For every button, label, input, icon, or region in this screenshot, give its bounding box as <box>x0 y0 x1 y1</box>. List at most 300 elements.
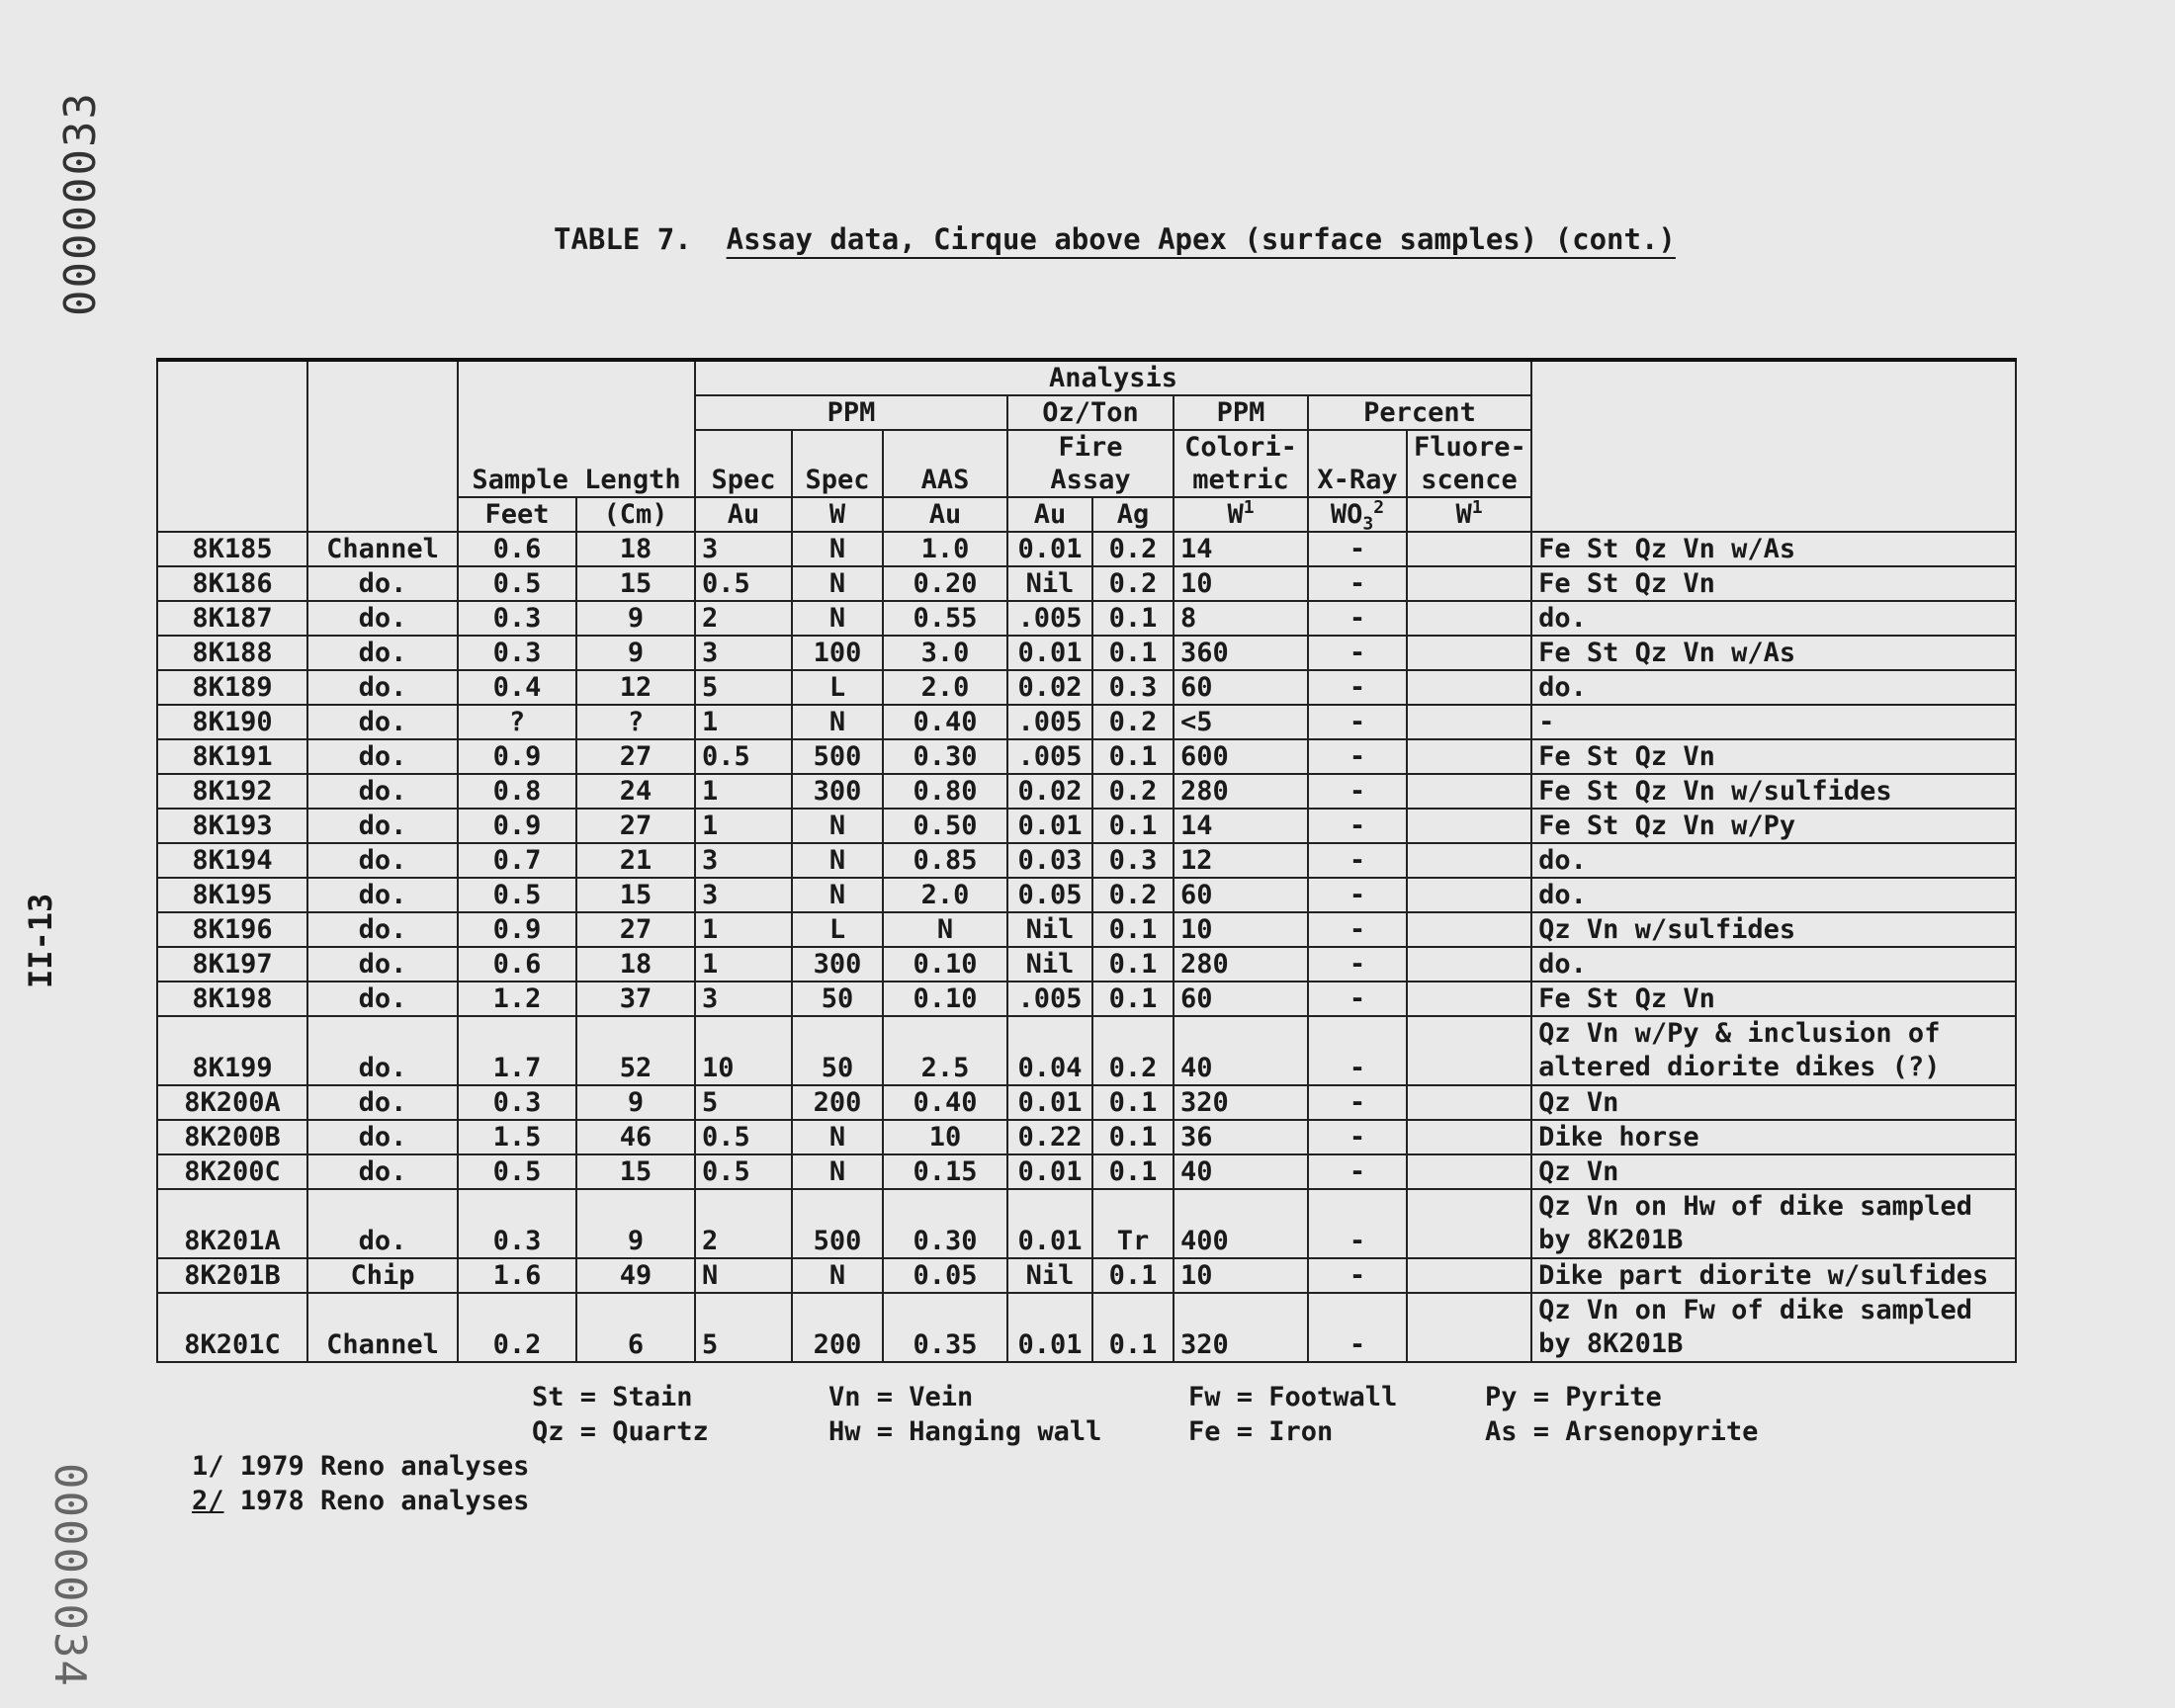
feet-cell: 0.5 <box>458 1154 576 1189</box>
legend-item: Qz = Quartz <box>532 1416 709 1447</box>
header-spacer-description <box>1531 360 2016 532</box>
header-feet: Feet <box>458 497 576 532</box>
cm-cell: 21 <box>576 843 695 878</box>
fluorescence-w-cell <box>1407 878 1531 912</box>
cm-cell: 9 <box>576 1085 695 1120</box>
colorimetric-w-cell: 40 <box>1174 1016 1308 1085</box>
aas-au-cell: 0.55 <box>883 601 1007 636</box>
sample-cell: 8K199 <box>157 1016 307 1085</box>
colorimetric-w-cell: 400 <box>1174 1189 1308 1258</box>
legend-item: Hw = Hanging wall <box>828 1416 1102 1447</box>
description-cell: Fe St Qz Vn <box>1531 566 2016 601</box>
legend-item: As = Arsenopyrite <box>1485 1416 1759 1447</box>
footnote-marker-1b: 1 <box>1471 497 1483 518</box>
colorimetric-w-cell: 320 <box>1174 1293 1308 1362</box>
table-row <box>157 774 2016 809</box>
fluorescence-w-cell <box>1407 1189 1531 1258</box>
xray-wo3-cell: - <box>1308 1085 1407 1120</box>
legend-item: Fe = Iron <box>1188 1416 1334 1447</box>
header-analysis: Analysis <box>695 360 1531 395</box>
sample-cell: 8K187 <box>157 601 307 636</box>
xray-wo3-cell: - <box>1308 739 1407 774</box>
fluorescence-w-cell <box>1407 1258 1531 1293</box>
table-row <box>157 912 2016 947</box>
fire-assay-ag-cell: 0.1 <box>1092 1120 1174 1154</box>
spec-w-cell: N <box>792 532 883 566</box>
table-row <box>157 1293 2016 1362</box>
spec-au-cell: 3 <box>695 878 792 912</box>
footnote-marker-2: 2 <box>1373 497 1385 518</box>
spec-au-cell: 5 <box>695 670 792 705</box>
type-cell: do. <box>307 636 458 670</box>
fire-assay-ag-cell: 0.1 <box>1092 912 1174 947</box>
table-row <box>157 601 2016 636</box>
aas-au-cell: 10 <box>883 1120 1007 1154</box>
spec-w-cell: N <box>792 809 883 843</box>
fire-assay-au-cell: 0.01 <box>1007 1189 1092 1258</box>
spec-w-cell: 500 <box>792 1189 883 1258</box>
xray-wo3-cell: - <box>1308 982 1407 1016</box>
fire-assay-au-cell: 0.22 <box>1007 1120 1092 1154</box>
fluorescence-w-cell <box>1407 636 1531 670</box>
fire-assay-au-cell: 0.01 <box>1007 636 1092 670</box>
fire-assay-au-cell: 0.01 <box>1007 1085 1092 1120</box>
spec-w-cell: 50 <box>792 1016 883 1085</box>
spec-w-cell: 500 <box>792 739 883 774</box>
aas-au-cell: N <box>883 912 1007 947</box>
fluorescence-w-cell <box>1407 566 1531 601</box>
cm-cell: 37 <box>576 982 695 1016</box>
description-cell: Qz Vn w/Py & inclusion of altered diorite dikes (?) <box>1531 1016 2016 1085</box>
description-cell: Fe St Qz Vn w/As <box>1531 532 2016 566</box>
spec-au-cell: 3 <box>695 982 792 1016</box>
table-row <box>157 1154 2016 1189</box>
table-row <box>157 878 2016 912</box>
footnotes <box>192 1449 529 1518</box>
header-wo3-element: $WO_3^2$ <box>1308 497 1407 532</box>
fluorescence-w-cell <box>1407 774 1531 809</box>
header-oz-ton: Oz/Ton <box>1007 395 1174 430</box>
description-cell: do. <box>1531 947 2016 982</box>
xray-wo3-cell: - <box>1308 912 1407 947</box>
spec-w-cell: N <box>792 566 883 601</box>
xray-wo3-cell: - <box>1308 601 1407 636</box>
spec-au-cell: 0.5 <box>695 739 792 774</box>
xray-wo3-cell: - <box>1308 1120 1407 1154</box>
type-cell: do. <box>307 566 458 601</box>
feet-cell: 1.2 <box>458 982 576 1016</box>
aas-au-cell: 0.30 <box>883 739 1007 774</box>
fire-assay-ag-cell: 0.2 <box>1092 774 1174 809</box>
header-aas-au-element: Au <box>883 497 1007 532</box>
fire-assay-au-cell: 0.01 <box>1007 809 1092 843</box>
header-spec-w: Spec <box>792 430 883 497</box>
colorimetric-w-cell: 360 <box>1174 636 1308 670</box>
table-label: TABLE 7. <box>554 222 692 256</box>
fire-assay-ag-cell: 0.3 <box>1092 670 1174 705</box>
cm-cell: 15 <box>576 566 695 601</box>
xray-wo3-cell: - <box>1308 947 1407 982</box>
cm-cell: 6 <box>576 1293 695 1362</box>
sample-cell: 8K192 <box>157 774 307 809</box>
feet-cell: 0.5 <box>458 566 576 601</box>
cm-cell: 12 <box>576 670 695 705</box>
spec-w-cell: N <box>792 601 883 636</box>
cm-cell: ? <box>576 705 695 739</box>
table-row <box>157 947 2016 982</box>
type-cell: Channel <box>307 1293 458 1362</box>
cm-cell: 9 <box>576 601 695 636</box>
spec-au-cell: 0.5 <box>695 1120 792 1154</box>
aas-au-cell: 0.35 <box>883 1293 1007 1362</box>
type-cell: do. <box>307 1016 458 1085</box>
description-cell: Fe St Qz Vn w/sulfides <box>1531 774 2016 809</box>
fire-assay-ag-cell: 0.1 <box>1092 809 1174 843</box>
spec-w-cell: N <box>792 843 883 878</box>
fire-assay-ag-cell: 0.1 <box>1092 739 1174 774</box>
sample-cell: 8K201C <box>157 1293 307 1362</box>
header-cm: (Cm) <box>576 497 695 532</box>
spec-w-cell: 200 <box>792 1293 883 1362</box>
spec-w-cell: N <box>792 705 883 739</box>
header-fluorescence: Fluore-scence <box>1407 430 1531 497</box>
colorimetric-w-cell: 14 <box>1174 809 1308 843</box>
fluorescence-w-cell <box>1407 843 1531 878</box>
legend-column-4 <box>1485 1380 1758 1449</box>
spec-w-cell: N <box>792 1120 883 1154</box>
colorimetric-w-cell: <5 <box>1174 705 1308 739</box>
spec-au-cell: 0.5 <box>695 566 792 601</box>
feet-cell: 0.9 <box>458 809 576 843</box>
type-cell: Channel <box>307 532 458 566</box>
cm-cell: 15 <box>576 878 695 912</box>
aas-au-cell: 0.15 <box>883 1154 1007 1189</box>
cm-cell: 27 <box>576 912 695 947</box>
type-cell: do. <box>307 705 458 739</box>
sample-cell: 8K186 <box>157 566 307 601</box>
header-fa-ag-element: Ag <box>1092 497 1174 532</box>
spec-w-cell: L <box>792 670 883 705</box>
description-cell: do. <box>1531 843 2016 878</box>
aas-au-cell: 0.80 <box>883 774 1007 809</box>
description-cell: Qz Vn w/sulfides <box>1531 912 2016 947</box>
header-spacer-type <box>307 360 458 532</box>
sample-cell: 8K195 <box>157 878 307 912</box>
cm-cell: 46 <box>576 1120 695 1154</box>
table-row <box>157 1189 2016 1258</box>
fire-assay-ag-cell: 0.2 <box>1092 878 1174 912</box>
spec-w-cell: 300 <box>792 774 883 809</box>
table-caption: Assay data, Cirque above Apex (surface samples) (cont.) <box>726 222 1676 256</box>
fire-assay-au-cell: 0.01 <box>1007 1293 1092 1362</box>
aas-au-cell: 2.0 <box>883 670 1007 705</box>
cm-cell: 9 <box>576 1189 695 1258</box>
feet-cell: 0.2 <box>458 1293 576 1362</box>
description-cell: Qz Vn <box>1531 1085 2016 1120</box>
spec-au-cell: 1 <box>695 912 792 947</box>
colorimetric-w-cell: 10 <box>1174 566 1308 601</box>
spec-au-cell: 3 <box>695 636 792 670</box>
legend-column-1 <box>532 1380 709 1449</box>
legend-item: Vn = Vein <box>828 1382 974 1412</box>
fire-assay-au-cell: 0.02 <box>1007 670 1092 705</box>
aas-au-cell: 2.5 <box>883 1016 1007 1085</box>
sample-cell: 8K196 <box>157 912 307 947</box>
header-fa-au-element: Au <box>1007 497 1092 532</box>
cm-cell: 27 <box>576 739 695 774</box>
spec-au-cell: 1 <box>695 705 792 739</box>
fire-assay-au-cell: 0.04 <box>1007 1016 1092 1085</box>
sample-cell: 8K188 <box>157 636 307 670</box>
description-cell: Qz Vn on Hw of dike sampled by 8K201B <box>1531 1189 2016 1258</box>
spec-au-cell: 1 <box>695 774 792 809</box>
table-row <box>157 809 2016 843</box>
spec-w-cell: 300 <box>792 947 883 982</box>
spec-au-cell: 2 <box>695 601 792 636</box>
header-colorimetric: Colori-metric <box>1174 430 1308 497</box>
page-label: II-13 <box>22 893 59 988</box>
description-cell: Fe St Qz Vn w/Py <box>1531 809 2016 843</box>
description-cell: Dike part diorite w/sulfides <box>1531 1258 2016 1293</box>
table-row <box>157 1120 2016 1154</box>
table-header <box>157 360 2016 532</box>
feet-cell: 1.7 <box>458 1016 576 1085</box>
description-cell: Qz Vn <box>1531 1154 2016 1189</box>
aas-au-cell: 0.20 <box>883 566 1007 601</box>
table-row <box>157 705 2016 739</box>
fire-assay-ag-cell: 0.1 <box>1092 601 1174 636</box>
fire-assay-ag-cell: 0.2 <box>1092 566 1174 601</box>
fire-assay-ag-cell: 0.1 <box>1092 1293 1174 1362</box>
fluorescence-w-cell <box>1407 670 1531 705</box>
description-cell: do. <box>1531 601 2016 636</box>
fire-assay-ag-cell: 0.1 <box>1092 982 1174 1016</box>
sample-cell: 8K200C <box>157 1154 307 1189</box>
xray-wo3-cell: - <box>1308 774 1407 809</box>
fluorescence-w-cell <box>1407 912 1531 947</box>
type-cell: do. <box>307 809 458 843</box>
fluorescence-w-cell <box>1407 1293 1531 1362</box>
spec-au-cell: 10 <box>695 1016 792 1085</box>
aas-au-cell: 0.10 <box>883 982 1007 1016</box>
type-cell: do. <box>307 982 458 1016</box>
aas-au-cell: 0.40 <box>883 1085 1007 1120</box>
feet-cell: 1.6 <box>458 1258 576 1293</box>
fire-assay-au-cell: Nil <box>1007 566 1092 601</box>
legend-item: Fw = Footwall <box>1188 1382 1398 1412</box>
sample-cell: 8K193 <box>157 809 307 843</box>
cm-cell: 18 <box>576 947 695 982</box>
type-cell: do. <box>307 774 458 809</box>
sample-cell: 8K190 <box>157 705 307 739</box>
spec-au-cell: 3 <box>695 843 792 878</box>
spec-au-cell: 0.5 <box>695 1154 792 1189</box>
feet-cell: 0.3 <box>458 636 576 670</box>
table-row <box>157 982 2016 1016</box>
footnote-marker-1: 1 <box>1243 497 1255 518</box>
description-cell: - <box>1531 705 2016 739</box>
aas-au-cell: 0.85 <box>883 843 1007 878</box>
table-body <box>157 532 2016 1362</box>
header-percent: Percent <box>1308 395 1531 430</box>
spec-au-cell: 1 <box>695 947 792 982</box>
fire-assay-ag-cell: 0.1 <box>1092 1154 1174 1189</box>
type-cell: do. <box>307 878 458 912</box>
fire-assay-au-cell: 0.03 <box>1007 843 1092 878</box>
colorimetric-w-cell: 36 <box>1174 1120 1308 1154</box>
legend-column-3 <box>1188 1380 1397 1449</box>
spec-au-cell: 5 <box>695 1085 792 1120</box>
cm-cell: 24 <box>576 774 695 809</box>
header-color-w-element: $W^1$ <box>1174 497 1308 532</box>
feet-cell: 0.5 <box>458 878 576 912</box>
sample-cell: 8K198 <box>157 982 307 1016</box>
spec-w-cell: L <box>792 912 883 947</box>
fire-assay-au-cell: Nil <box>1007 1258 1092 1293</box>
table-row <box>157 1085 2016 1120</box>
spec-w-cell: 200 <box>792 1085 883 1120</box>
fire-assay-ag-cell: 0.2 <box>1092 705 1174 739</box>
colorimetric-w-cell: 320 <box>1174 1085 1308 1120</box>
xray-wo3-cell: - <box>1308 1189 1407 1258</box>
fluorescence-w-cell <box>1407 532 1531 566</box>
legend-item: St = Stain <box>532 1382 693 1412</box>
fluorescence-w-cell <box>1407 601 1531 636</box>
description-cell: Fe St Qz Vn <box>1531 982 2016 1016</box>
header-sample-length: Sample Length <box>458 360 695 497</box>
aas-au-cell: 0.40 <box>883 705 1007 739</box>
legend-item: Py = Pyrite <box>1485 1382 1662 1412</box>
colorimetric-w-cell: 14 <box>1174 532 1308 566</box>
sample-cell: 8K197 <box>157 947 307 982</box>
xray-wo3-cell: - <box>1308 1258 1407 1293</box>
xray-wo3-cell: - <box>1308 670 1407 705</box>
colorimetric-w-cell: 12 <box>1174 843 1308 878</box>
fluorescence-w-cell <box>1407 1154 1531 1189</box>
fire-assay-au-cell: .005 <box>1007 739 1092 774</box>
fire-assay-ag-cell: 0.1 <box>1092 1085 1174 1120</box>
table-row <box>157 636 2016 670</box>
cm-cell: 9 <box>576 636 695 670</box>
type-cell: do. <box>307 947 458 982</box>
spec-au-cell: 2 <box>695 1189 792 1258</box>
feet-cell: ? <box>458 705 576 739</box>
cm-cell: 18 <box>576 532 695 566</box>
table-row <box>157 739 2016 774</box>
spec-au-cell: 1 <box>695 809 792 843</box>
table-row <box>157 843 2016 878</box>
fluorescence-w-cell <box>1407 947 1531 982</box>
type-cell: do. <box>307 670 458 705</box>
colorimetric-w-cell: 280 <box>1174 947 1308 982</box>
sample-cell: 8K191 <box>157 739 307 774</box>
table-row <box>157 532 2016 566</box>
type-cell: do. <box>307 601 458 636</box>
fire-assay-ag-cell: 0.2 <box>1092 1016 1174 1085</box>
type-cell: do. <box>307 739 458 774</box>
fire-assay-au-cell: 0.05 <box>1007 878 1092 912</box>
fire-assay-au-cell: .005 <box>1007 982 1092 1016</box>
fire-assay-au-cell: 0.01 <box>1007 1154 1092 1189</box>
type-cell: do. <box>307 1085 458 1120</box>
header-fire-assay: Fire Assay <box>1007 430 1174 497</box>
description-cell: do. <box>1531 878 2016 912</box>
xray-wo3-cell: - <box>1308 1293 1407 1362</box>
fire-assay-ag-cell: Tr <box>1092 1189 1174 1258</box>
description-cell: do. <box>1531 670 2016 705</box>
type-cell: do. <box>307 843 458 878</box>
colorimetric-w-cell: 60 <box>1174 982 1308 1016</box>
fluorescence-w-cell <box>1407 1085 1531 1120</box>
fire-assay-ag-cell: 0.3 <box>1092 843 1174 878</box>
fire-assay-ag-cell: 0.2 <box>1092 532 1174 566</box>
feet-cell: 0.8 <box>458 774 576 809</box>
header-spec-au-element: Au <box>695 497 792 532</box>
spec-au-cell: N <box>695 1258 792 1293</box>
description-cell: Qz Vn on Fw of dike sampled by 8K201B <box>1531 1293 2016 1362</box>
cm-cell: 27 <box>576 809 695 843</box>
fire-assay-ag-cell: 0.1 <box>1092 947 1174 982</box>
fluorescence-w-cell <box>1407 705 1531 739</box>
fluorescence-w-cell <box>1407 809 1531 843</box>
aas-au-cell: 0.30 <box>883 1189 1007 1258</box>
feet-cell: 0.4 <box>458 670 576 705</box>
header-xray: X-Ray <box>1308 430 1407 497</box>
aas-au-cell: 3.0 <box>883 636 1007 670</box>
sample-cell: 8K200A <box>157 1085 307 1120</box>
colorimetric-w-cell: 40 <box>1174 1154 1308 1189</box>
fire-assay-au-cell: .005 <box>1007 601 1092 636</box>
xray-wo3-cell: - <box>1308 1016 1407 1085</box>
cm-cell: 15 <box>576 1154 695 1189</box>
header-ppm: PPM <box>695 395 1007 430</box>
cm-cell: 49 <box>576 1258 695 1293</box>
cm-cell: 52 <box>576 1016 695 1085</box>
sample-cell: 8K200B <box>157 1120 307 1154</box>
header-aas: AAS <box>883 430 1007 497</box>
fire-assay-au-cell: Nil <box>1007 912 1092 947</box>
legend-column-2 <box>828 1380 1101 1449</box>
description-cell: Fe St Qz Vn <box>1531 739 2016 774</box>
table-row <box>157 1258 2016 1293</box>
spec-w-cell: N <box>792 878 883 912</box>
fluorescence-w-cell <box>1407 982 1531 1016</box>
feet-cell: 0.3 <box>458 601 576 636</box>
colorimetric-w-cell: 600 <box>1174 739 1308 774</box>
header-spacer-sample <box>157 360 307 532</box>
colorimetric-w-cell: 10 <box>1174 912 1308 947</box>
xray-wo3-cell: - <box>1308 1154 1407 1189</box>
fire-assay-au-cell: Nil <box>1007 947 1092 982</box>
spec-w-cell: N <box>792 1154 883 1189</box>
feet-cell: 0.9 <box>458 912 576 947</box>
xray-wo3-cell: - <box>1308 705 1407 739</box>
aas-au-cell: 1.0 <box>883 532 1007 566</box>
footnote-1: 1/ 1979 Reno analyses <box>192 1451 530 1482</box>
feet-cell: 0.6 <box>458 947 576 982</box>
table-row <box>157 566 2016 601</box>
table-title <box>554 222 1676 256</box>
table-row <box>157 670 2016 705</box>
table-row <box>157 1016 2016 1085</box>
colorimetric-w-cell: 60 <box>1174 670 1308 705</box>
colorimetric-w-cell: 10 <box>1174 1258 1308 1293</box>
feet-cell: 0.3 <box>458 1085 576 1120</box>
fire-assay-au-cell: 0.01 <box>1007 532 1092 566</box>
spec-w-cell: N <box>792 1258 883 1293</box>
aas-au-cell: 0.05 <box>883 1258 1007 1293</box>
xray-wo3-cell: - <box>1308 809 1407 843</box>
